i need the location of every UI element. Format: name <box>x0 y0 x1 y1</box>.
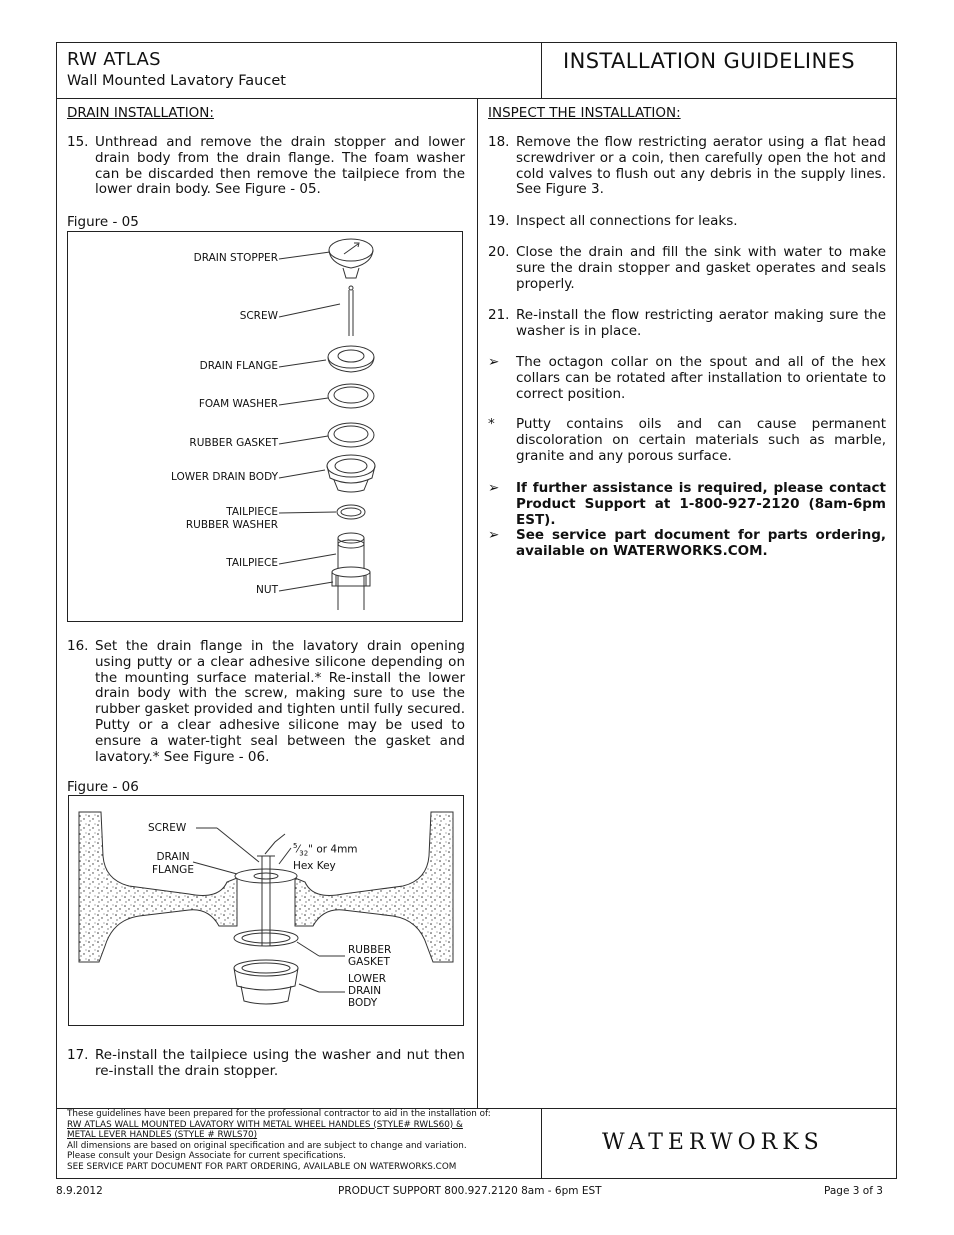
label-lower-drain-body <box>348 973 386 1009</box>
step-number: 20. <box>488 244 510 260</box>
footer-product-line: METAL LEVER HANDLES (STYLE # RWLS70) <box>67 1130 258 1141</box>
label-line: RUBBER <box>348 944 392 956</box>
footer-column-divider <box>541 1108 542 1179</box>
step-text: Re-install the flow restricting aerator making sure the washer is in place. <box>516 307 886 339</box>
label-nut: NUT <box>256 584 278 596</box>
footer-line: Please consult your Design Associate for current specifications. <box>67 1151 346 1162</box>
note-text: If further assistance is required, please contact Product Support at 1-800-927-2120 (8am-6pm EST). <box>516 480 886 528</box>
section-title-drain: DRAIN INSTALLATION: <box>67 105 214 121</box>
fraction-numerator: 5 <box>293 842 298 850</box>
label-screw: SCREW <box>148 822 187 834</box>
figure-06 <box>68 795 464 1026</box>
arrow-bullet-icon: ➢ <box>488 527 500 543</box>
product-support-line: PRODUCT SUPPORT 800.927.2120 8am - 6pm EST <box>338 1185 602 1197</box>
footer-product-line: RW ATLAS WALL MOUNTED LAVATORY WITH METAL WHEEL HANDLES (STYLE# RWLS60) & <box>67 1119 463 1130</box>
step-number: 15. <box>67 134 89 150</box>
figure-05-label: Figure - 05 <box>67 214 139 230</box>
step-number: 19. <box>488 213 510 229</box>
step-17 <box>67 1048 465 1080</box>
label-rubber-gasket <box>348 944 391 968</box>
label-screw: SCREW <box>239 310 278 322</box>
hexkey-size: " or 4mm <box>308 843 358 856</box>
doc-title: INSTALLATION GUIDELINES <box>563 49 856 73</box>
label-line: $^5⁄_{32}$" or 4mm <box>293 842 358 858</box>
label-hex-key <box>293 840 358 872</box>
label-drain-flange <box>145 851 201 877</box>
header-column-divider <box>541 42 542 98</box>
note-text: Putty contains oils and can cause permanent discoloration on certain materials such as marble, granite and any porous surface. <box>516 416 886 464</box>
step-text: Inspect all connections for leaks. <box>516 213 738 229</box>
footer-line: These guidelines have been prepared for the professional contractor to aid in the installation of: <box>67 1109 491 1119</box>
label-line: GASKET <box>348 956 390 968</box>
label-line: BODY <box>348 997 378 1009</box>
note-text: The octagon collar on the spout and all of the hex collars can be rotated after installation to orientate to correct position. <box>516 354 886 402</box>
product-name: RW ATLAS <box>67 49 161 70</box>
label-rubber-gasket: RUBBER GASKET <box>189 437 278 449</box>
waterworks-logo: WATERWORKS <box>602 1130 824 1155</box>
step-15 <box>67 135 465 199</box>
label-line: DRAIN <box>156 851 190 863</box>
label-line: RUBBER WASHER <box>185 519 278 531</box>
step-text: Remove the flow restricting aerator using a flat head screwdriver or a coin, then carefully open the hot and cold valves to flush out any debris in the supply lines. See Figure 3. <box>516 134 886 198</box>
label-line: LOWER <box>348 973 387 985</box>
step-number: 16. <box>67 638 89 654</box>
step-text: Unthread and remove the drain stopper and lower drain body from the drain flange. The foam washer can be discarded then remove the tailpiece from the lower drain body. See Figure - 05. <box>95 134 465 198</box>
arrow-bullet-icon: ➢ <box>488 354 500 370</box>
label-lower-drain-body: LOWER DRAIN BODY <box>170 471 278 483</box>
note-text: See service part document for parts ordering, available on WATERWORKS.COM. <box>516 527 886 559</box>
label-line: FLANGE <box>152 864 194 876</box>
footer-disclaimer <box>67 1109 537 1173</box>
figure-06-label: Figure - 06 <box>67 779 139 795</box>
label-tailpiece: TAILPIECE <box>226 557 278 569</box>
fraction-denominator: 32 <box>299 849 309 858</box>
label-drain-stopper: DRAIN STOPPER <box>193 252 278 264</box>
arrow-bullet-icon: ➢ <box>488 480 500 496</box>
figure-05 <box>67 231 463 622</box>
step-text: Re-install the tailpiece using the washer and nut then re-install the drain stopper. <box>95 1047 465 1079</box>
page-number: Page 3 of 3 <box>824 1185 883 1197</box>
doc-date: 8.9.2012 <box>56 1185 103 1197</box>
step-number: 21. <box>488 307 510 323</box>
step-number: 17. <box>67 1047 89 1063</box>
step-number: 18. <box>488 134 510 150</box>
label-line: TAILPIECE <box>226 506 278 518</box>
step-16 <box>67 639 465 767</box>
label-line: DRAIN <box>348 985 382 997</box>
label-drain-flange: DRAIN FLANGE <box>199 360 278 372</box>
drain-section-drawing <box>69 796 463 1025</box>
step-text: Set the drain flange in the lavatory drain opening using putty or a clear adhesive silicone depending on the mounting surface material.* Re-install the lower drain body with the screw, making sure to use the rubber gasket provided and tighten until fully secured. Putty or a clear adhesive silicone may be used to ensure a water-tight seal between the gasket and lavatory.* See Figure - 06. <box>95 638 465 765</box>
label-foam-washer: FOAM WASHER <box>198 398 278 410</box>
section-title-inspect: INSPECT THE INSTALLATION: <box>488 105 681 121</box>
footer-line: All dimensions are based on original specification and are subject to change and variation. <box>67 1140 467 1151</box>
footer-service-line: SEE SERVICE PART DOCUMENT FOR PART ORDERING, AVAILABLE ON WATERWORKS.COM <box>67 1161 457 1172</box>
step-text: Close the drain and fill the sink with water to make sure the drain stopper and gasket operates and seals properly. <box>516 244 886 292</box>
asterisk-bullet: * <box>488 416 495 432</box>
product-subtitle: Wall Mounted Lavatory Faucet <box>67 73 286 89</box>
body-column-divider <box>477 98 478 1108</box>
drain-exploded-drawing <box>68 232 462 621</box>
label-line: Hex Key <box>293 859 336 872</box>
